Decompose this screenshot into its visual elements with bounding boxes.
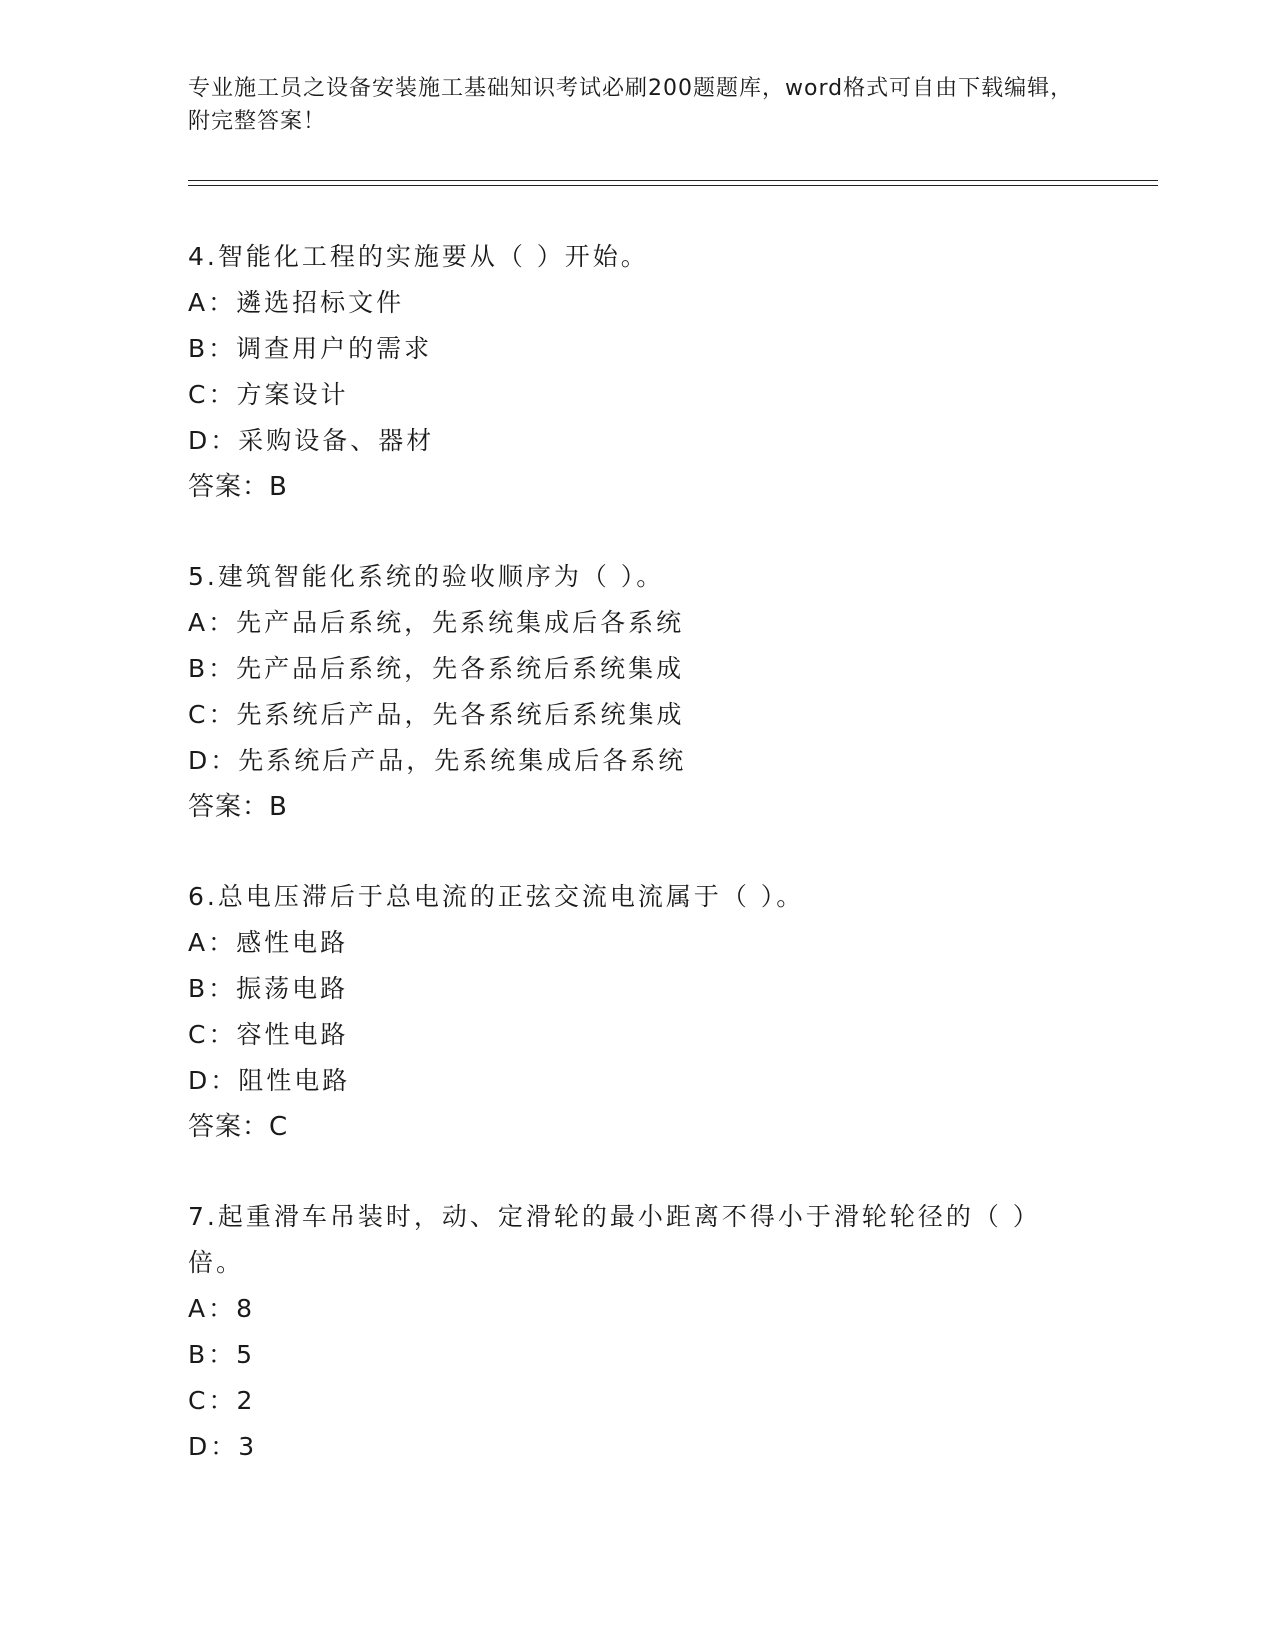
question-7	[188, 1194, 1088, 1470]
answer-label: 答案：B	[188, 792, 288, 822]
option-c: C：2	[188, 1386, 256, 1415]
option-d: D：阻性电路	[188, 1066, 351, 1095]
question-stem: 5.建筑智能化系统的验收顺序为（ ）。	[188, 562, 665, 591]
question-4	[188, 234, 1088, 510]
question-5	[188, 554, 1088, 830]
option-d: D：3	[188, 1432, 258, 1461]
option-b: B：先产品后系统，先各系统后系统集成	[188, 654, 685, 683]
option-b: B：振荡电路	[188, 974, 349, 1003]
answer-label: 答案：B	[188, 472, 288, 502]
option-c: C：容性电路	[188, 1020, 349, 1049]
option-d: D：采购设备、器材	[188, 426, 435, 455]
option-a: A：先产品后系统，先系统集成后各系统	[188, 608, 685, 637]
header-divider-top	[188, 180, 1158, 181]
option-d: D：先系统后产品，先系统集成后各系统	[188, 746, 687, 775]
option-b: B：调查用户的需求	[188, 334, 433, 363]
question-stem: 7.起重滑车吊装时，动、定滑轮的最小距离不得小于滑轮轮径的（ ）倍。	[188, 1202, 1041, 1277]
option-c: C：方案设计	[188, 380, 349, 409]
option-a: A：8	[188, 1294, 256, 1323]
question-stem: 6.总电压滞后于总电流的正弦交流电流属于（ ）。	[188, 882, 805, 911]
question-6	[188, 874, 1088, 1150]
document-header: 专业施工员之设备安装施工基础知识考试必刷200题题库，word格式可自由下载编辑，附完整答案！	[188, 76, 1074, 134]
option-a: A：遴选招标文件	[188, 288, 405, 317]
option-b: B：5	[188, 1340, 256, 1369]
option-c: C：先系统后产品，先各系统后系统集成	[188, 700, 685, 729]
option-a: A：感性电路	[188, 928, 349, 957]
question-stem: 4.智能化工程的实施要从（ ）开始。	[188, 242, 649, 271]
answer-label: 答案：C	[188, 1112, 289, 1142]
header-divider-bottom	[188, 185, 1158, 186]
